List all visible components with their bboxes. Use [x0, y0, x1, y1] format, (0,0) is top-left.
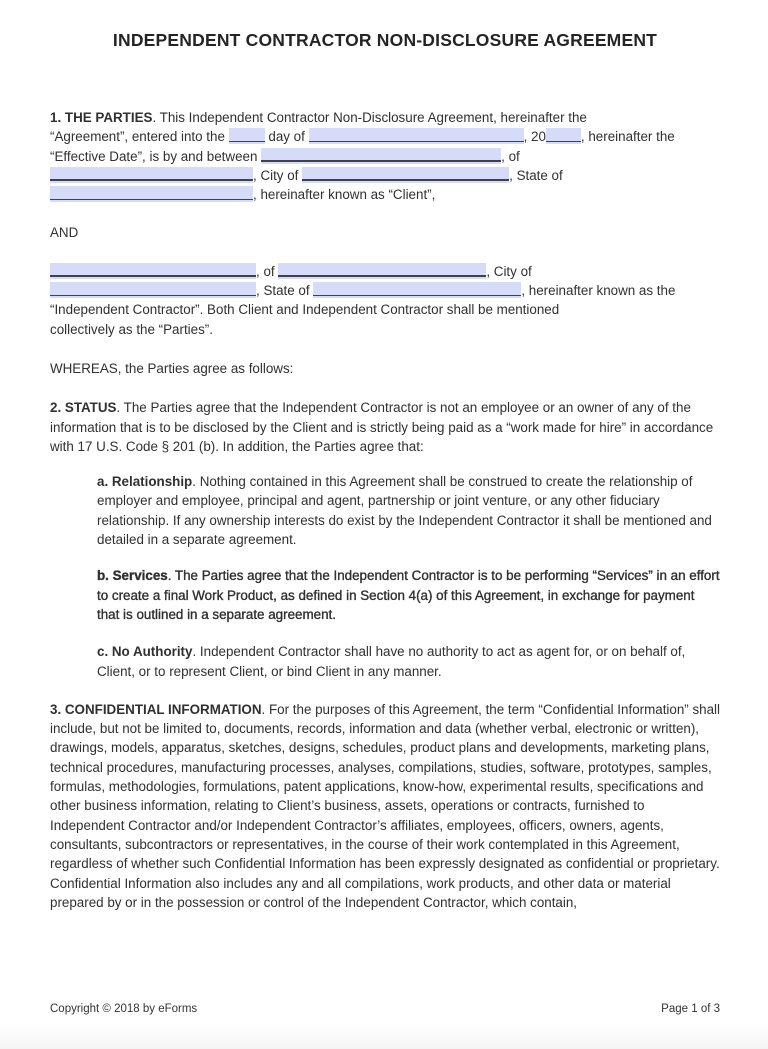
text-segment: “Agreement”, entered into the: [50, 129, 229, 145]
contractor-state-field[interactable]: [313, 282, 521, 298]
client-state-field[interactable]: [50, 186, 253, 202]
and-connector: AND: [50, 225, 79, 241]
year-field[interactable]: [546, 128, 581, 144]
page-number: Page 1 of 3: [661, 1003, 720, 1015]
no-authority-subsection: [97, 642, 720, 681]
page-footer: [50, 1002, 720, 1016]
copyright-text: Copyright © 2018 by eForms: [50, 1003, 198, 1015]
text-segment: , hereinafter the: [580, 129, 675, 145]
status-section: [50, 398, 720, 456]
confidential-information-section: [50, 700, 720, 912]
text-segment: , 20: [523, 129, 546, 145]
services-subsection: [97, 566, 720, 624]
paragraph-text: . The Parties agree that the Independent Contractor is not an employee or an owner of any of the information that is to be disclosed by the Client and is strictly being paid as a “work made for hire” in accordance with 17 U.S. Code § 201 (b). In addition, the Parties agree that:: [50, 400, 714, 454]
form-line: [50, 185, 720, 204]
text-segment: , City of: [486, 263, 532, 279]
form-line: [50, 262, 720, 281]
document-title: INDEPENDENT CONTRACTOR NON-DISCLOSURE AGREEMENT: [112, 30, 658, 50]
text-segment: , State of: [509, 167, 563, 183]
paragraph-text: . Nothing contained in this Agreement shall be construed to create the relationship of employer and employee, principal and agent, partnership or joint venture, or any other fiduciary relationship. If any ownership interests do exist by the Independent Contractor it shall be mentioned and detailed in a separate agreement.: [97, 474, 712, 548]
client-address-field[interactable]: [50, 167, 253, 183]
parties-section: [50, 108, 720, 204]
contractor-party-section: [50, 262, 720, 339]
form-line: [50, 281, 720, 300]
section-heading: 1. THE PARTIES: [50, 110, 153, 125]
document-content: [0, 30, 768, 912]
text-segment: . This Independent Contractor Non-Disclosure Agreement, hereinafter the: [152, 110, 587, 125]
text-segment: , City of: [253, 167, 303, 183]
form-line: [50, 127, 720, 146]
text-segment: collectively as the “Parties”.: [50, 321, 213, 337]
text-segment: day of: [264, 129, 309, 145]
subsection-heading: b. Services: [97, 568, 168, 584]
month-field[interactable]: [309, 128, 524, 144]
text-segment: , of: [501, 148, 520, 164]
paragraph-text: . For the purposes of this Agreement, the term “Confidential Information” shall include, but not be limited to, documents, records, information and data (whether verbal, electronic or written), drawings, models, apparatus, sketches, designs, schedules, product plans and developments, marketing plans, technical procedures, manufacturing processes, analyses, compilations, studies, software, prototypes, samples, formulas, methodologies, formulations, patent applications, know-how, experimental results, specifications and other business information, relating to Client’s business, assets, operations or contracts, furnished to Independent Contractor and/or Independent Contractor’s affiliates, employees, officers, owners, agents, consultants, subcontractors or representatives, in the course of their work contemplated in this Agreement, regardless of whether such Confidential Information has been expressly designated as confidential or proprietary. Confidential Information also includes any and all compilations, work products, and other data or material prepared by or in the possession or control of the Independent Contractor, which contain,: [50, 701, 721, 910]
paragraph-text: . Independent Contractor shall have no authority to act as agent for, or on behalf of, Client, or to represent Client, or bind Client in any manner.: [97, 644, 686, 679]
subsection-heading: a. Relationship: [97, 474, 193, 490]
client-city-field[interactable]: [302, 167, 509, 183]
client-name-field[interactable]: [261, 148, 501, 164]
form-line: [50, 320, 720, 339]
text-segment: “Independent Contractor”. Both Client and Independent Contractor shall be mentioned: [50, 302, 560, 318]
form-line: [50, 108, 720, 127]
section-heading: 3. CONFIDENTIAL INFORMATION: [50, 701, 262, 717]
paragraph-text: . The Parties agree that the Independent Contractor is to be performing “Services” in an effort to create a final Work Product, as defined in Section 4(a) of this Agreement, in exchange for payment that is outlined in a separate agreement.: [97, 568, 720, 622]
relationship-subsection: [97, 472, 720, 549]
text-segment: , State of: [256, 283, 314, 299]
subsection-heading: c. No Authority: [97, 644, 193, 660]
text-segment: , hereinafter known as the: [521, 283, 676, 299]
text-segment: , hereinafter known as “Client”,: [253, 187, 436, 203]
text-segment: “Effective Date”, is by and between: [50, 148, 262, 164]
contractor-city-field[interactable]: [50, 282, 256, 298]
form-line: [50, 166, 720, 185]
contractor-address-field[interactable]: [278, 263, 486, 279]
form-line: [50, 300, 720, 319]
section-heading: 2. STATUS: [50, 400, 117, 416]
day-field[interactable]: [229, 128, 265, 144]
whereas-clause: WHEREAS, the Parties agree as follows:: [50, 360, 294, 376]
form-line: [50, 147, 720, 166]
text-segment: , of: [256, 263, 279, 279]
contractor-name-field[interactable]: [50, 263, 256, 279]
